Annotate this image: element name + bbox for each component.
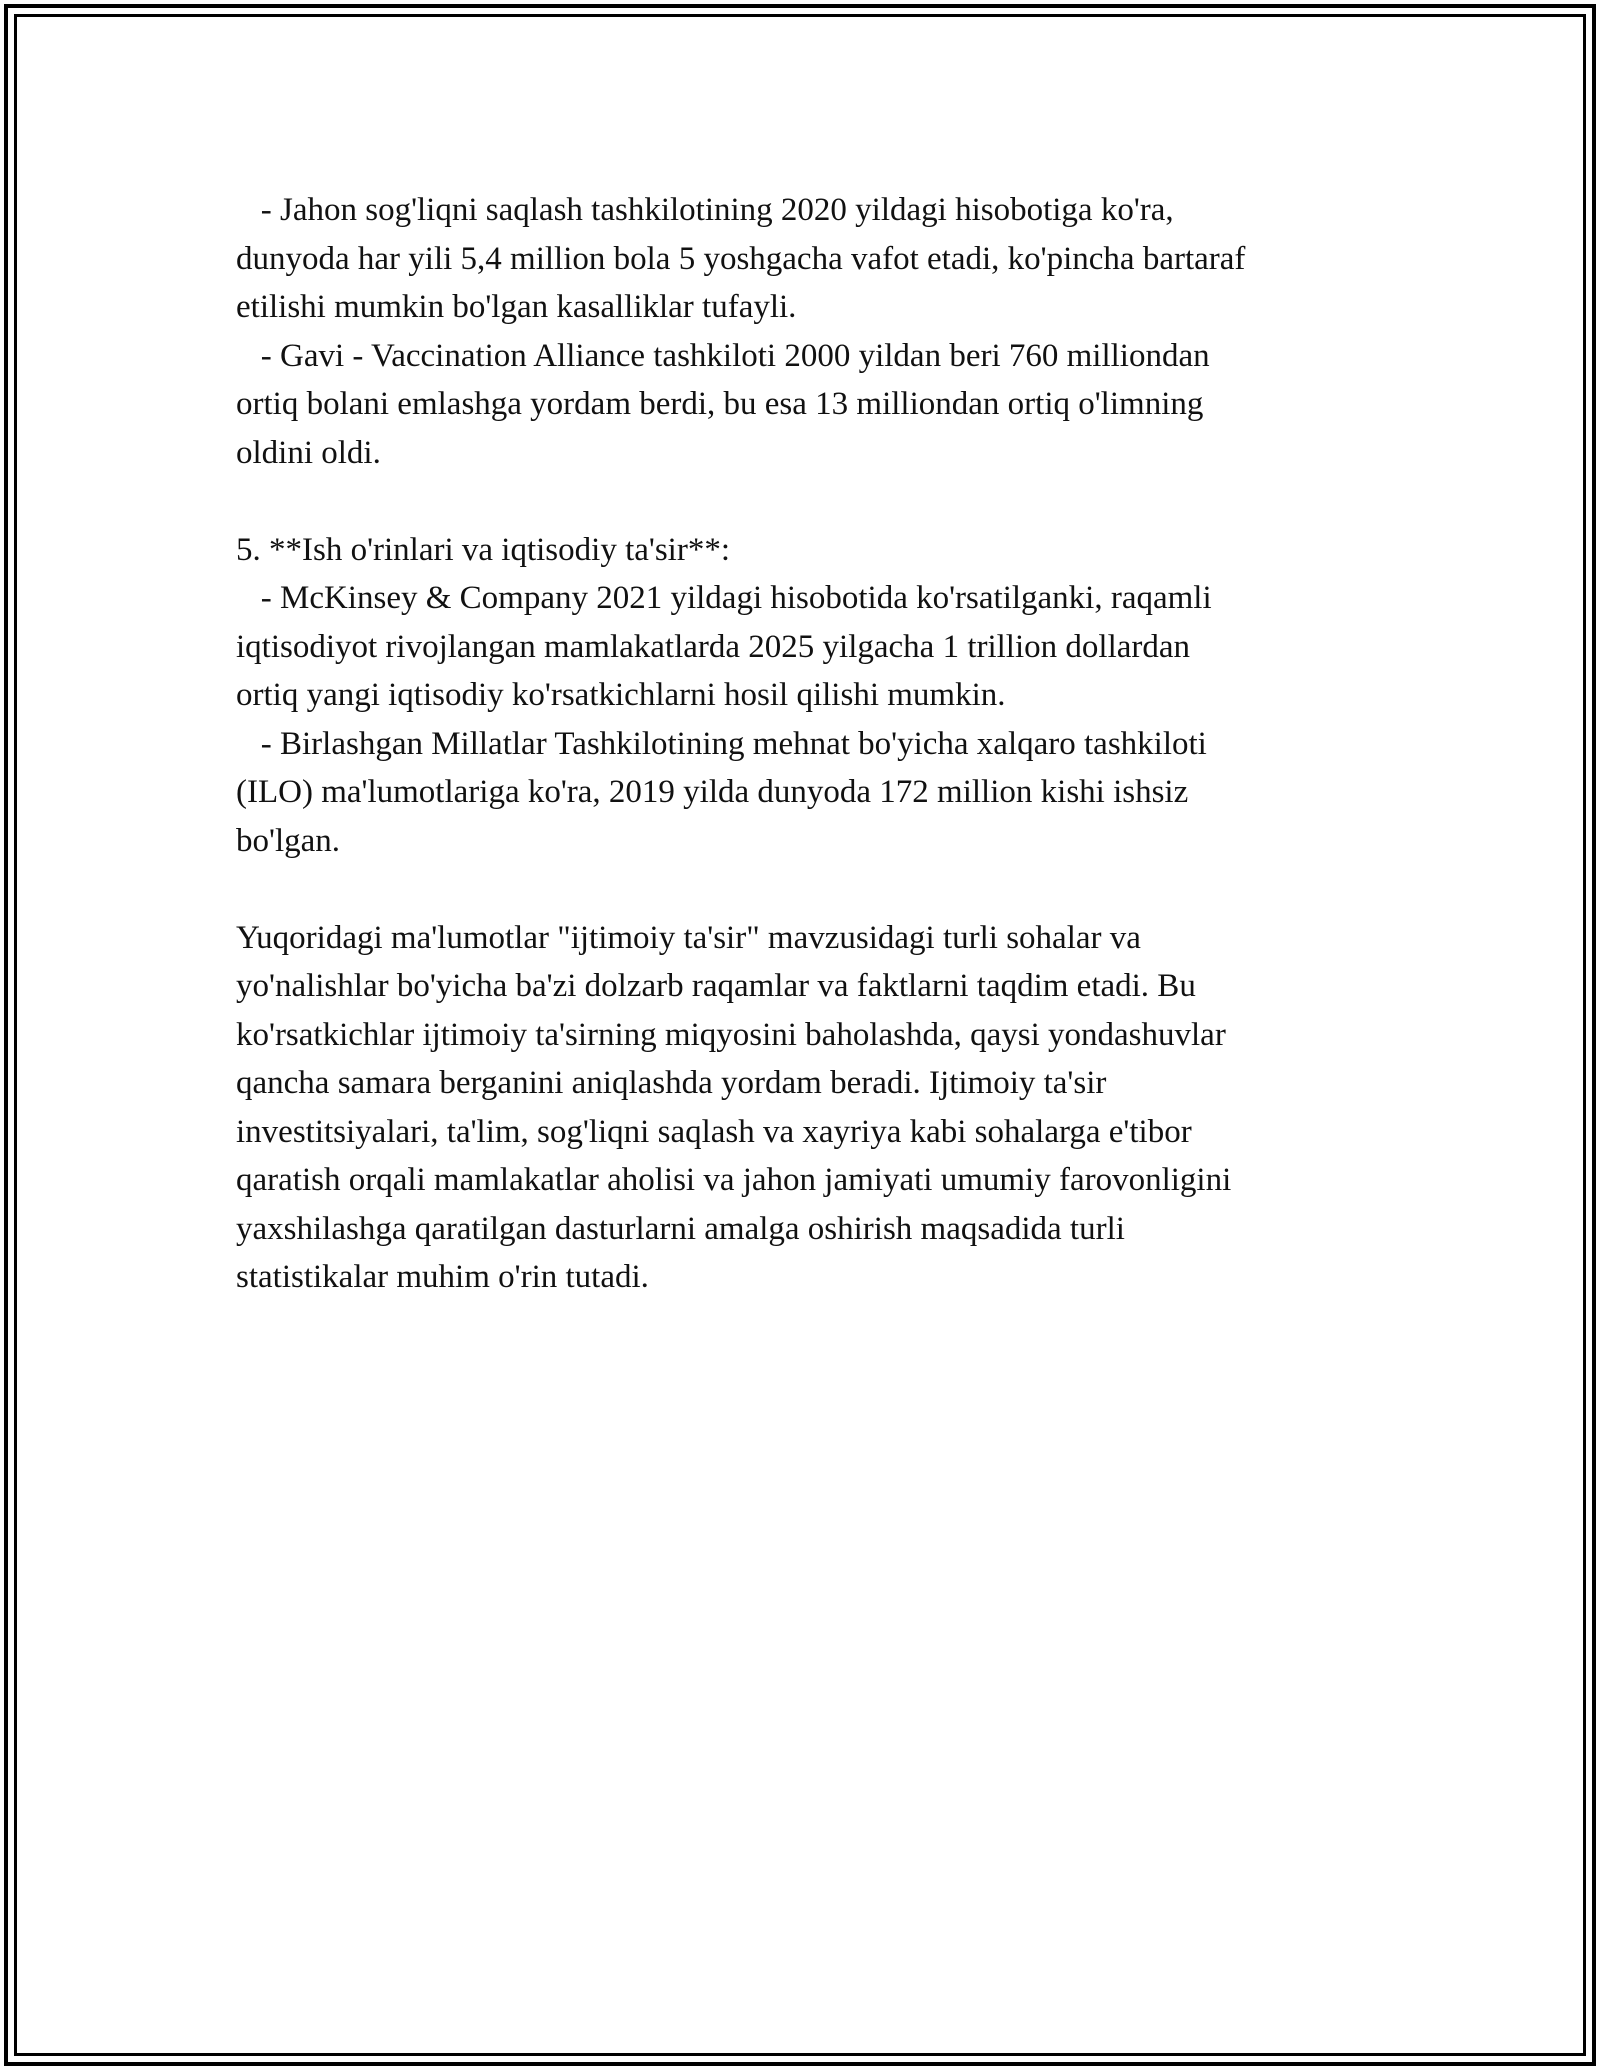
blank-line — [236, 477, 1376, 526]
text-line: bo'lgan. — [236, 822, 341, 859]
text-line: dunyoda har yili 5,4 million bola 5 yoshgacha vafot etadi, ko'pincha bartaraf — [236, 240, 1246, 277]
text-line: - Birlashgan Millatlar Tashkilotining mehnat bo'yicha xalqaro tashkiloti — [236, 725, 1207, 762]
text-line: yaxshilashga qaratilgan dasturlarni amalga oshirish maqsadida turli — [236, 1210, 1125, 1247]
document-body — [236, 186, 1376, 1302]
text-line: yo'nalishlar bo'yicha ba'zi dolzarb raqamlar va faktlarni taqdim etadi. Bu — [236, 968, 1196, 1004]
blank-line — [236, 865, 1376, 914]
text-line: - McKinsey & Company 2021 yildagi hisobotida ko'rsatilganki, raqamli — [236, 580, 1212, 616]
text-line: ko'rsatkichlar ijtimoiy ta'sirning miqyosini baholashda, qaysi yondashuvlar — [236, 1016, 1226, 1053]
text-line: qaratish orqali mamlakatlar aholisi va jahon jamiyati umumiy farovonligini — [236, 1162, 1232, 1198]
text-line: ortiq yangi iqtisodiy ko'rsatkichlarni hosil qilishi mumkin. — [236, 677, 1006, 713]
text-line: qancha samara berganini aniqlashda yordam beradi. Ijtimoiy ta'sir — [236, 1065, 1107, 1101]
text-line: investitsiyalari, ta'lim, sog'liqni saqlash va xayriya kabi sohalarga e'tibor — [236, 1113, 1192, 1150]
text-line: oldini oldi. — [236, 434, 381, 471]
text-line: statistikalar muhim o'rin tutadi. — [236, 1259, 649, 1295]
section-heading: 5. **Ish o'rinlari va iqtisodiy ta'sir**: — [236, 531, 731, 568]
text-line: ortiq bolani emlashga yordam berdi, bu esa 13 milliondan ortiq o'limning — [236, 386, 1204, 422]
text-line: - Gavi - Vaccination Alliance tashkiloti 2000 yildan beri 760 milliondan — [236, 337, 1210, 374]
text-line: Yuqoridagi ma'lumotlar "ijtimoiy ta'sir" mavzusidagi turli sohalar va — [236, 919, 1141, 956]
text-line: - Jahon sog'liqni saqlash tashkilotining 2020 yildagi hisobotiga ko'ra, — [236, 192, 1174, 228]
text-line: (ILO) ma'lumotlariga ko'ra, 2019 yilda dunyoda 172 million kishi ishsiz — [236, 774, 1189, 810]
text-line: etilishi mumkin bo'lgan kasalliklar tufayli. — [236, 289, 797, 325]
text-line: iqtisodiyot rivojlangan mamlakatlarda 2025 yilgacha 1 trillion dollardan — [236, 628, 1191, 665]
